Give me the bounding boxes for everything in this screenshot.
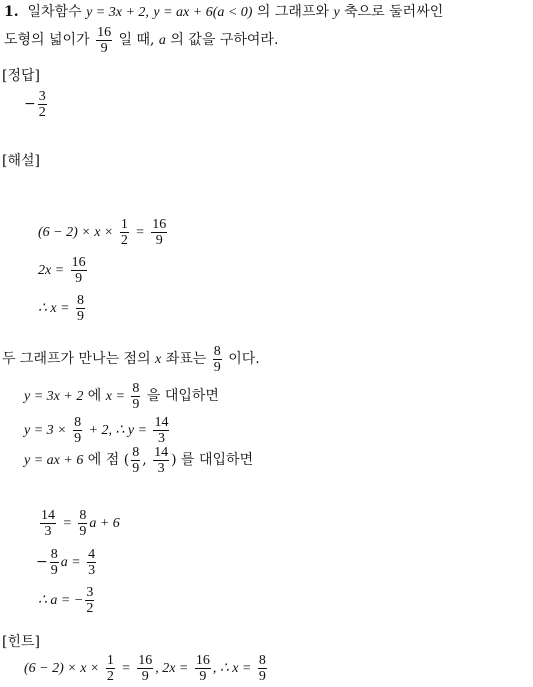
answer-value: − $\frac{3}{2}$ (24, 88, 46, 120)
solution-step-3: ∴ x = $\frac{8}{9}$ (38, 292, 85, 324)
solution-step-2: 2x = $\frac{16}{9}$ (38, 254, 86, 286)
solution-step-4: $\frac{14}{3}$ = $\frac{8}{9}$ a + 6 (41, 507, 120, 539)
area-fraction: $\frac{16}{9}$ (97, 24, 112, 56)
answer-fraction: $\frac{3}{2}$ (38, 88, 46, 120)
answer-label: [정답] (2, 68, 40, 84)
a-variable: a (158, 33, 166, 48)
solution-step-5: − $\frac{8}{9}$ a = $\frac{4}{3}$ (36, 546, 96, 578)
equation-1: y = 3x + 2, (86, 5, 149, 20)
problem-text: 의 그래프와 (256, 4, 329, 20)
equation-2: y = ax + 6(a < 0) (153, 5, 253, 20)
solution-text-4: y = ax + 6 에 점 ( $\frac{8}{9}$ , $\frac{14}{3}$ ) 를 대입하면 (24, 444, 254, 476)
solution-text-2: y = 3x + 2 에 x = $\frac{8}{9}$ 을 대입하면 (24, 380, 219, 412)
problem-number: 1. (4, 4, 19, 20)
problem-text: 일차함수 (27, 4, 82, 20)
problem-text: 도형의 넓이가 (4, 32, 90, 48)
solution-step-1: (6 − 2) × x × $\frac{1}{2}$ = $\frac{16}{9}$ (38, 216, 167, 248)
solution-step-6: ∴ a = − $\frac{3}{2}$ (38, 584, 94, 616)
problem-text: 축으로 둘러싸인 (344, 4, 444, 20)
y-variable: y (333, 5, 340, 20)
problem-line-1 (4, 2, 443, 23)
solution-label: [해설] (2, 153, 40, 169)
problem-text: 의 값을 구하여라. (170, 32, 279, 48)
solution-text-3: y = 3 × $\frac{8}{9}$ + 2, ∴ y = $\frac{14}{3}$ (24, 414, 169, 446)
problem-text: 일 때, (118, 32, 155, 48)
hint-line: (6 − 2) × x × $\frac{1}{2}$ = $\frac{16}{9}$ , 2x = $\frac{16}{9}$ , ∴ x = $\frac{8}{9}$ (24, 652, 266, 684)
hint-label: [힌트] (2, 634, 40, 650)
problem-line-2 (4, 22, 278, 59)
solution-text-1: 두 그래프가 만나는 점의 x 좌표는 $\frac{8}{9}$ 이다. (2, 343, 260, 375)
